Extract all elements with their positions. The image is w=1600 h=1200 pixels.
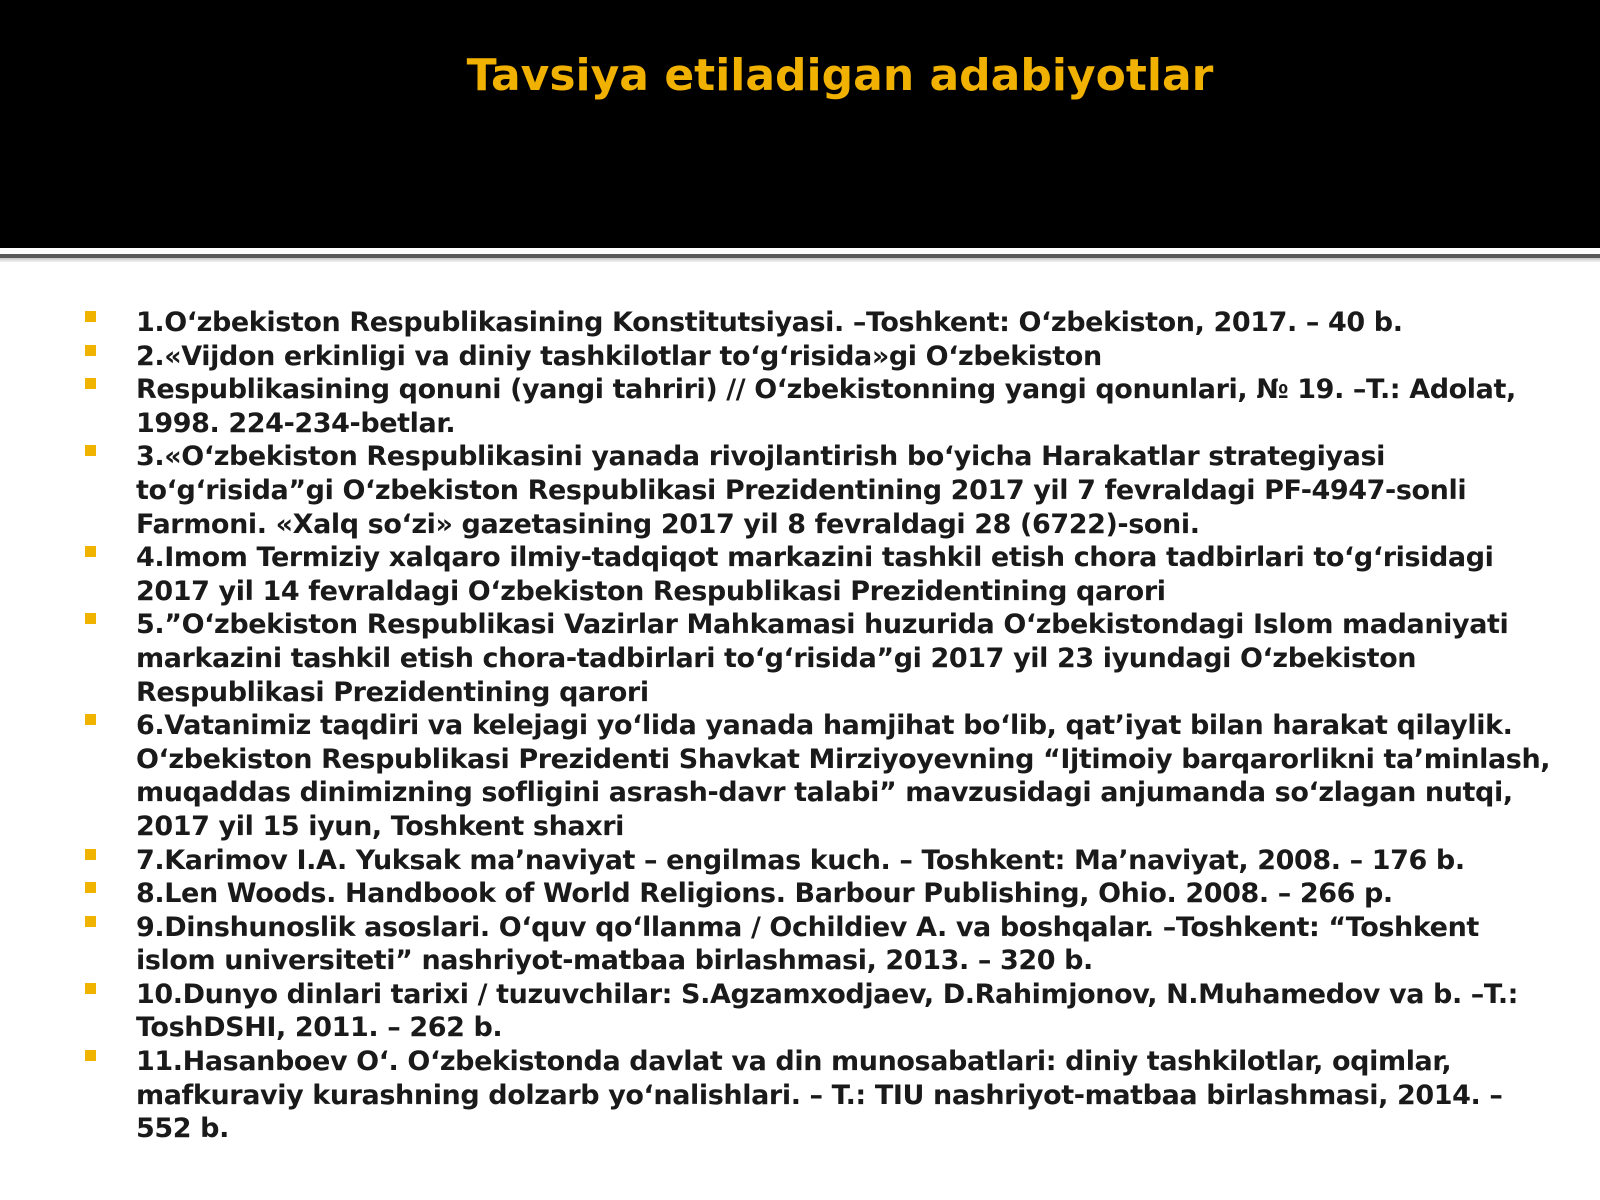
reference-text: 3.«O‘zbekiston Respublikasini yanada rivojlantirish bo‘yicha Harakatlar strategiyasi to‘g‘risida”gi O‘zbekiston Respublikasi Prezidentining 2017 yil 7 fevraldagi PF-4947-sonli Farmoni. «Xalq so‘zi» gazetasining 2017 yil 8 fevraldagi 28 (6722)-soni.: [136, 441, 1467, 540]
reference-text: 11.Hasanboev O‘. O‘zbekistonda davlat va din munosabatlari: diniy tashkilotlar, oqimlar, mafkuraviy kurashning dolzarb yo‘nalishlari. – T.: TIU nashriyot-matbaa birlashmasi, 2014. – 552 b.: [136, 1046, 1503, 1145]
reference-text: 5.”O‘zbekiston Respublikasi Vazirlar Mahkamasi huzurida O‘zbekistondagi Islom madaniyati markazini tashkil etish chora-tadbirlari to‘g‘risida”gi 2017 yil 23 iyundagi O‘zbekiston Respublikasi Prezidentining qarori: [136, 609, 1509, 708]
square-bullet-icon: [85, 849, 96, 860]
reference-item: [0, 1045, 1600, 1146]
reference-item: [0, 844, 1600, 878]
square-bullet-icon: [85, 345, 96, 356]
reference-text: 4.Imom Termiziy xalqaro ilmiy-tadqiqot markazini tashkil etish chora tadbirlari to‘g‘risidagi 2017 yil 14 fevraldagi O‘zbekiston Respublikasi Prezidentining qarori: [136, 542, 1494, 607]
square-bullet-icon: [85, 378, 96, 389]
reference-text: 10.Dunyo dinlari tarixi / tuzuvchilar: S.Agzamxodjaev, D.Rahimjonov, N.Muhamedov va b. –T.: ToshDSHI, 2011. – 262 b.: [136, 978, 1519, 1044]
reference-text: 7.Karimov I.A. Yuksak ma’naviyat – engilmas kuch. – Toshkent: Ma’naviyat, 2008. – 176 b.: [136, 844, 1465, 876]
slide-title: Tavsiya etiladigan adabiyotlar: [466, 50, 1214, 101]
reference-text: 1.O‘zbekiston Respublikasining Konstitutsiyasi. –Toshkent: O‘zbekiston, 2017. – 40 b.: [136, 307, 1403, 338]
reference-item: [0, 911, 1600, 978]
reference-item: [0, 541, 1600, 608]
title-band: [0, 0, 1600, 248]
reference-text: Respublikasining qonuni (yangi tahriri) // O‘zbekistonning yangi qonunlari, № 19. –T.: Adolat, 1998. 224-234-betlar.: [136, 374, 1516, 439]
reference-item: [0, 340, 1600, 374]
square-bullet-icon: [85, 882, 96, 893]
reference-item: [0, 709, 1600, 843]
reference-item: [0, 306, 1600, 340]
square-bullet-icon: [85, 546, 96, 557]
reference-list: [0, 306, 1600, 1146]
reference-text: 2.«Vijdon erkinligi va diniy tashkilotlar to‘g‘risida»gi O‘zbekiston: [136, 340, 1102, 372]
square-bullet-icon: [85, 445, 96, 456]
square-bullet-icon: [85, 1050, 96, 1061]
reference-item: [0, 373, 1600, 440]
square-bullet-icon: [85, 714, 96, 725]
reference-item: [0, 440, 1600, 541]
square-bullet-icon: [85, 311, 96, 322]
reference-text: 8.Len Woods. Handbook of World Religions. Barbour Publishing, Ohio. 2008. – 266 p.: [136, 878, 1393, 910]
reference-text: 9.Dinshunoslik asoslari. O‘quv qo‘llanma / Ochildiev A. va boshqalar. –Toshkent: “Toshkent islom universiteti” nashriyot-matbaa birlashmasi, 2013. – 320 b.: [136, 911, 1479, 977]
reference-item: [0, 978, 1600, 1045]
square-bullet-icon: [85, 613, 96, 624]
square-bullet-icon: [85, 916, 96, 927]
reference-item: [0, 608, 1600, 709]
reference-item: [0, 877, 1600, 911]
separator-shadow: [0, 258, 1600, 262]
square-bullet-icon: [85, 983, 96, 994]
reference-text: 6.Vatanimiz taqdiri va kelejagi yo‘lida yanada hamjihat bo‘lib, qat’iyat bilan harakat qilaylik. O‘zbekiston Respublikasi Prezidenti Shavkat Mirziyoyevning “Ijtimoiy barqarorlikni ta’minlash, muqaddas dinimizning sofligini asrash-davr talabi” mavzusidagi anjumanda so‘zlagan nutqi, 2017 yil 15 iyun, Toshkent shaxri: [136, 710, 1551, 842]
